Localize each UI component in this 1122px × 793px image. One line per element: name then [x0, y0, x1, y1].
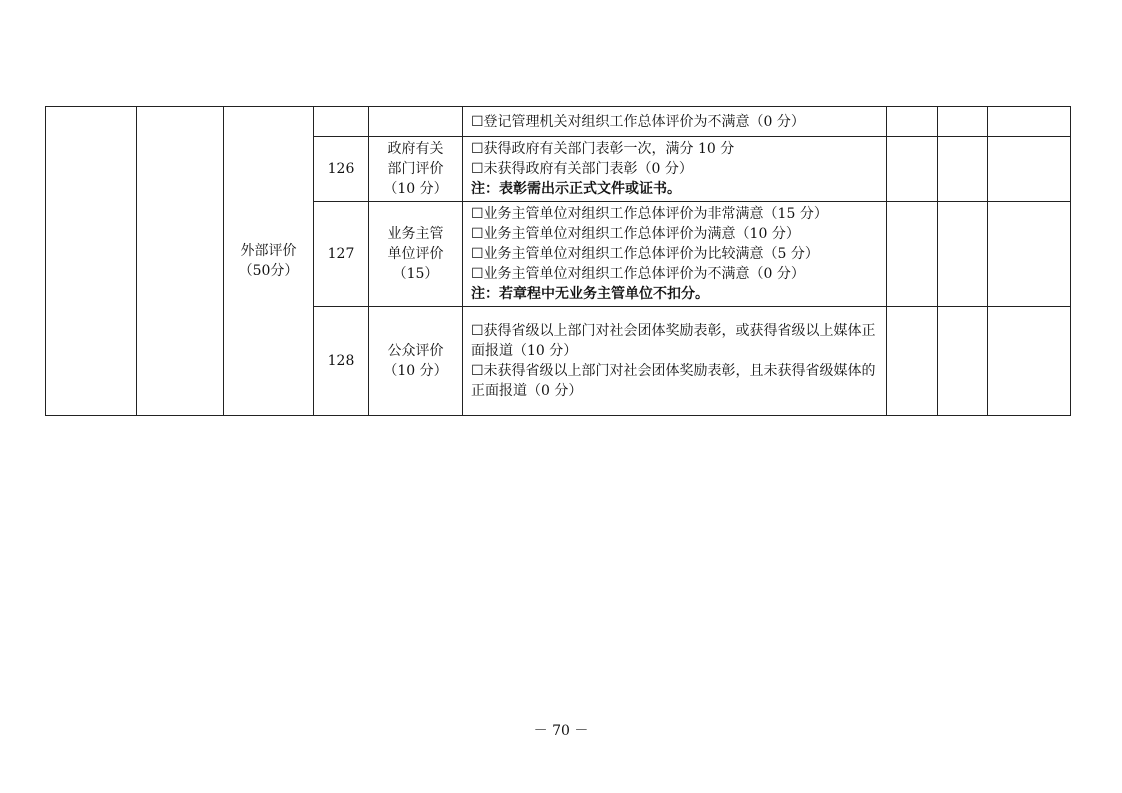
- item-id-cell: 127: [314, 202, 369, 307]
- item-name-cell: [369, 307, 463, 416]
- score-cell: [938, 137, 988, 202]
- criteria-line: ☐业务主管单位对组织工作总体评价为非常满意（15 分）: [471, 206, 828, 222]
- criteria-line: ☐登记管理机关对组织工作总体评价为不满意（0 分）: [471, 113, 805, 130]
- remark-cell: [988, 202, 1071, 307]
- category-name: 外部评价: [240, 243, 297, 259]
- item-name-cell: [369, 202, 463, 307]
- criteria-line: ☐未获得省级以上部门对社会团体奖励表彰，且未获得省级媒体的正面报道（0 分）: [471, 363, 876, 399]
- criteria-line: ☐业务主管单位对组织工作总体评价为不满意（0 分）: [471, 266, 805, 282]
- score-cell: [938, 307, 988, 416]
- criteria-note: 注：表彰需出示正式文件或证书。: [471, 181, 681, 197]
- remark-cell: [988, 107, 1071, 137]
- item-name-line: （15）: [392, 266, 439, 282]
- criteria-note: 注：若章程中无业务主管单位不扣分。: [471, 286, 709, 302]
- item-name-line: 部门评价: [387, 161, 444, 177]
- empty-cell: [137, 107, 224, 416]
- score-cell: [887, 137, 938, 202]
- score-cell: [938, 107, 988, 137]
- item-name-line: 公众评价: [387, 343, 444, 359]
- table-row: [46, 107, 1071, 137]
- criteria-line: ☐获得省级以上部门对社会团体奖励表彰，或获得省级以上媒体正面报道（10 分）: [471, 323, 876, 359]
- item-name-line: （10 分）: [383, 363, 448, 379]
- criteria-cell: [463, 137, 887, 202]
- score-cell: [887, 107, 938, 137]
- item-id-cell: [314, 107, 369, 137]
- criteria-cell: [463, 107, 887, 137]
- item-name-line: 业务主管: [387, 226, 444, 242]
- page-number: － 70 －: [533, 723, 589, 739]
- item-id-cell: 128: [314, 307, 369, 416]
- criteria-line: ☐业务主管单位对组织工作总体评价为比较满意（5 分）: [471, 246, 819, 262]
- empty-cell: [46, 107, 137, 416]
- category-score: （50分）: [238, 263, 299, 279]
- item-name-line: 政府有关: [387, 141, 444, 157]
- score-cell: [887, 202, 938, 307]
- category-cell: [224, 107, 314, 416]
- score-cell: [887, 307, 938, 416]
- item-id-cell: 126: [314, 137, 369, 202]
- criteria-cell: [463, 307, 887, 416]
- item-name-line: （10 分）: [383, 181, 448, 197]
- remark-cell: [988, 307, 1071, 416]
- item-name-cell: [369, 107, 463, 137]
- item-name-cell: [369, 137, 463, 202]
- remark-cell: [988, 137, 1071, 202]
- criteria-line: ☐获得政府有关部门表彰一次，满分 10 分: [471, 141, 735, 157]
- item-name-line: 单位评价: [387, 246, 444, 262]
- criteria-line: ☐业务主管单位对组织工作总体评价为满意（10 分）: [471, 226, 800, 242]
- criteria-line: ☐未获得政府有关部门表彰（0 分）: [471, 161, 693, 177]
- criteria-cell: [463, 202, 887, 307]
- evaluation-table: [45, 106, 1071, 416]
- score-cell: [938, 202, 988, 307]
